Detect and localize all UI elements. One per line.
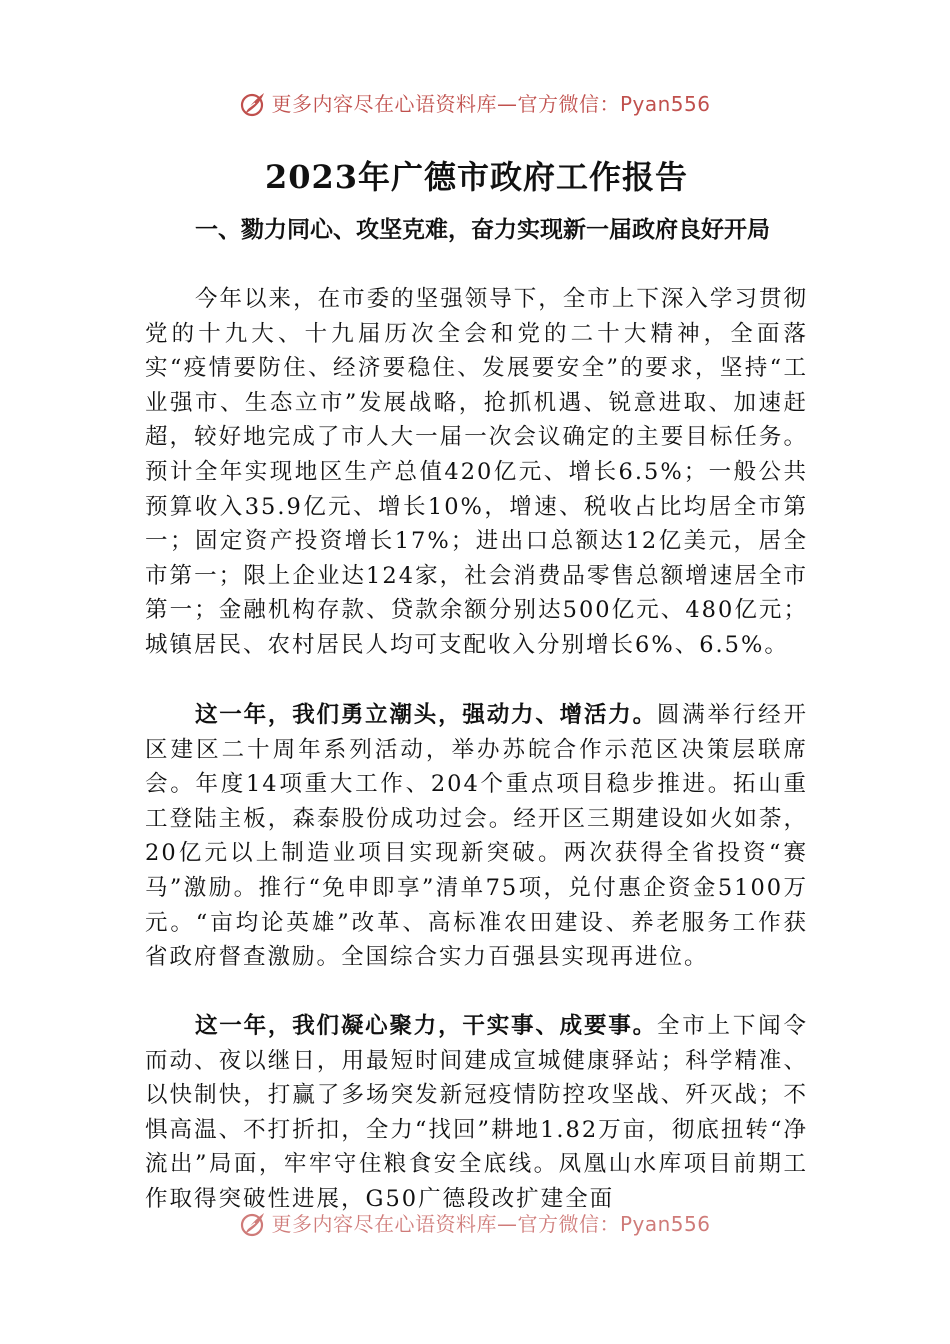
watermark-text: 更多内容尽在心语资料库—官方微信：Pyan556	[271, 1212, 711, 1236]
paragraph-2-lead: 这一年，我们勇立潮头，强动力、增活力。	[195, 702, 657, 728]
quill-logo-icon	[239, 90, 267, 118]
paragraph-2	[145, 698, 808, 975]
section-heading: 一、勠力同心、攻坚克难，奋力实现新一届政府良好开局	[195, 217, 770, 243]
paragraph-3-body: 全市上下闻令而动、夜以继日，用最短时间建成宣城健康驿站；科学精准、以快制快，打赢了多场突发新冠疫情防控攻坚战、歼灭战；不惧高温、不打折扣，全力“找回”耕地1.82万亩，彻底扭转“净流出”局面，牢牢守住粮食安全底线。凤凰山水库项目前期工作取得突破性进展，G50广德段改扩建全面	[145, 1013, 808, 1212]
document-title: 2023年广德市政府工作报告	[264, 158, 689, 196]
paragraph-3-lead: 这一年，我们凝心聚力，干实事、成要事。	[195, 1013, 657, 1039]
paragraph-2-body: 圆满举行经开区建区二十周年系列活动，举办苏皖合作示范区决策层联席会。年度14项重大工作、204个重点项目稳步推进。拓山重工登陆主板，森泰股份成功过会。经开区三期建设如火如荼，20亿元以上制造业项目实现新突破。两次获得全省投资“赛马”激励。推行“免申即享”清单75项，兑付惠企资金5100万元。“亩均论英雄”改革、高标准农田建设、养老服务工作获省政府督查激励。全国综合实力百强县实现再进位。	[145, 702, 808, 971]
watermark-text: 更多内容尽在心语资料库—官方微信：Pyan556	[271, 92, 711, 116]
quill-logo-icon	[239, 1210, 267, 1238]
watermark-bottom	[0, 1208, 950, 1238]
paragraph-1-body: 今年以来，在市委的坚强领导下，全市上下深入学习贯彻党的十九大、十九届历次全会和党的二十大精神，全面落实“疫情要防住、经济要稳住、发展要安全”的要求，坚持“工业强市、生态立市”发展战略，抢抓机遇、锐意进取、加速赶超，较好地完成了市人大一届一次会议确定的主要目标任务。预计全年实现地区生产总值420亿元、增长6.5%；一般公共预算收入35.9亿元、增长10%，增速、税收占比均居全市第一；固定资产投资增长17%；进出口总额达12亿美元，居全市第一；限上企业达124家，社会消费品零售总额增速居全市第一；金融机构存款、贷款余额分别达500亿元、480亿元；城镇居民、农村居民人均可支配收入分别增长6%、6.5%。	[145, 286, 808, 658]
watermark-top	[0, 88, 950, 118]
paragraph-3	[145, 1009, 808, 1217]
paragraph-1	[145, 282, 808, 663]
